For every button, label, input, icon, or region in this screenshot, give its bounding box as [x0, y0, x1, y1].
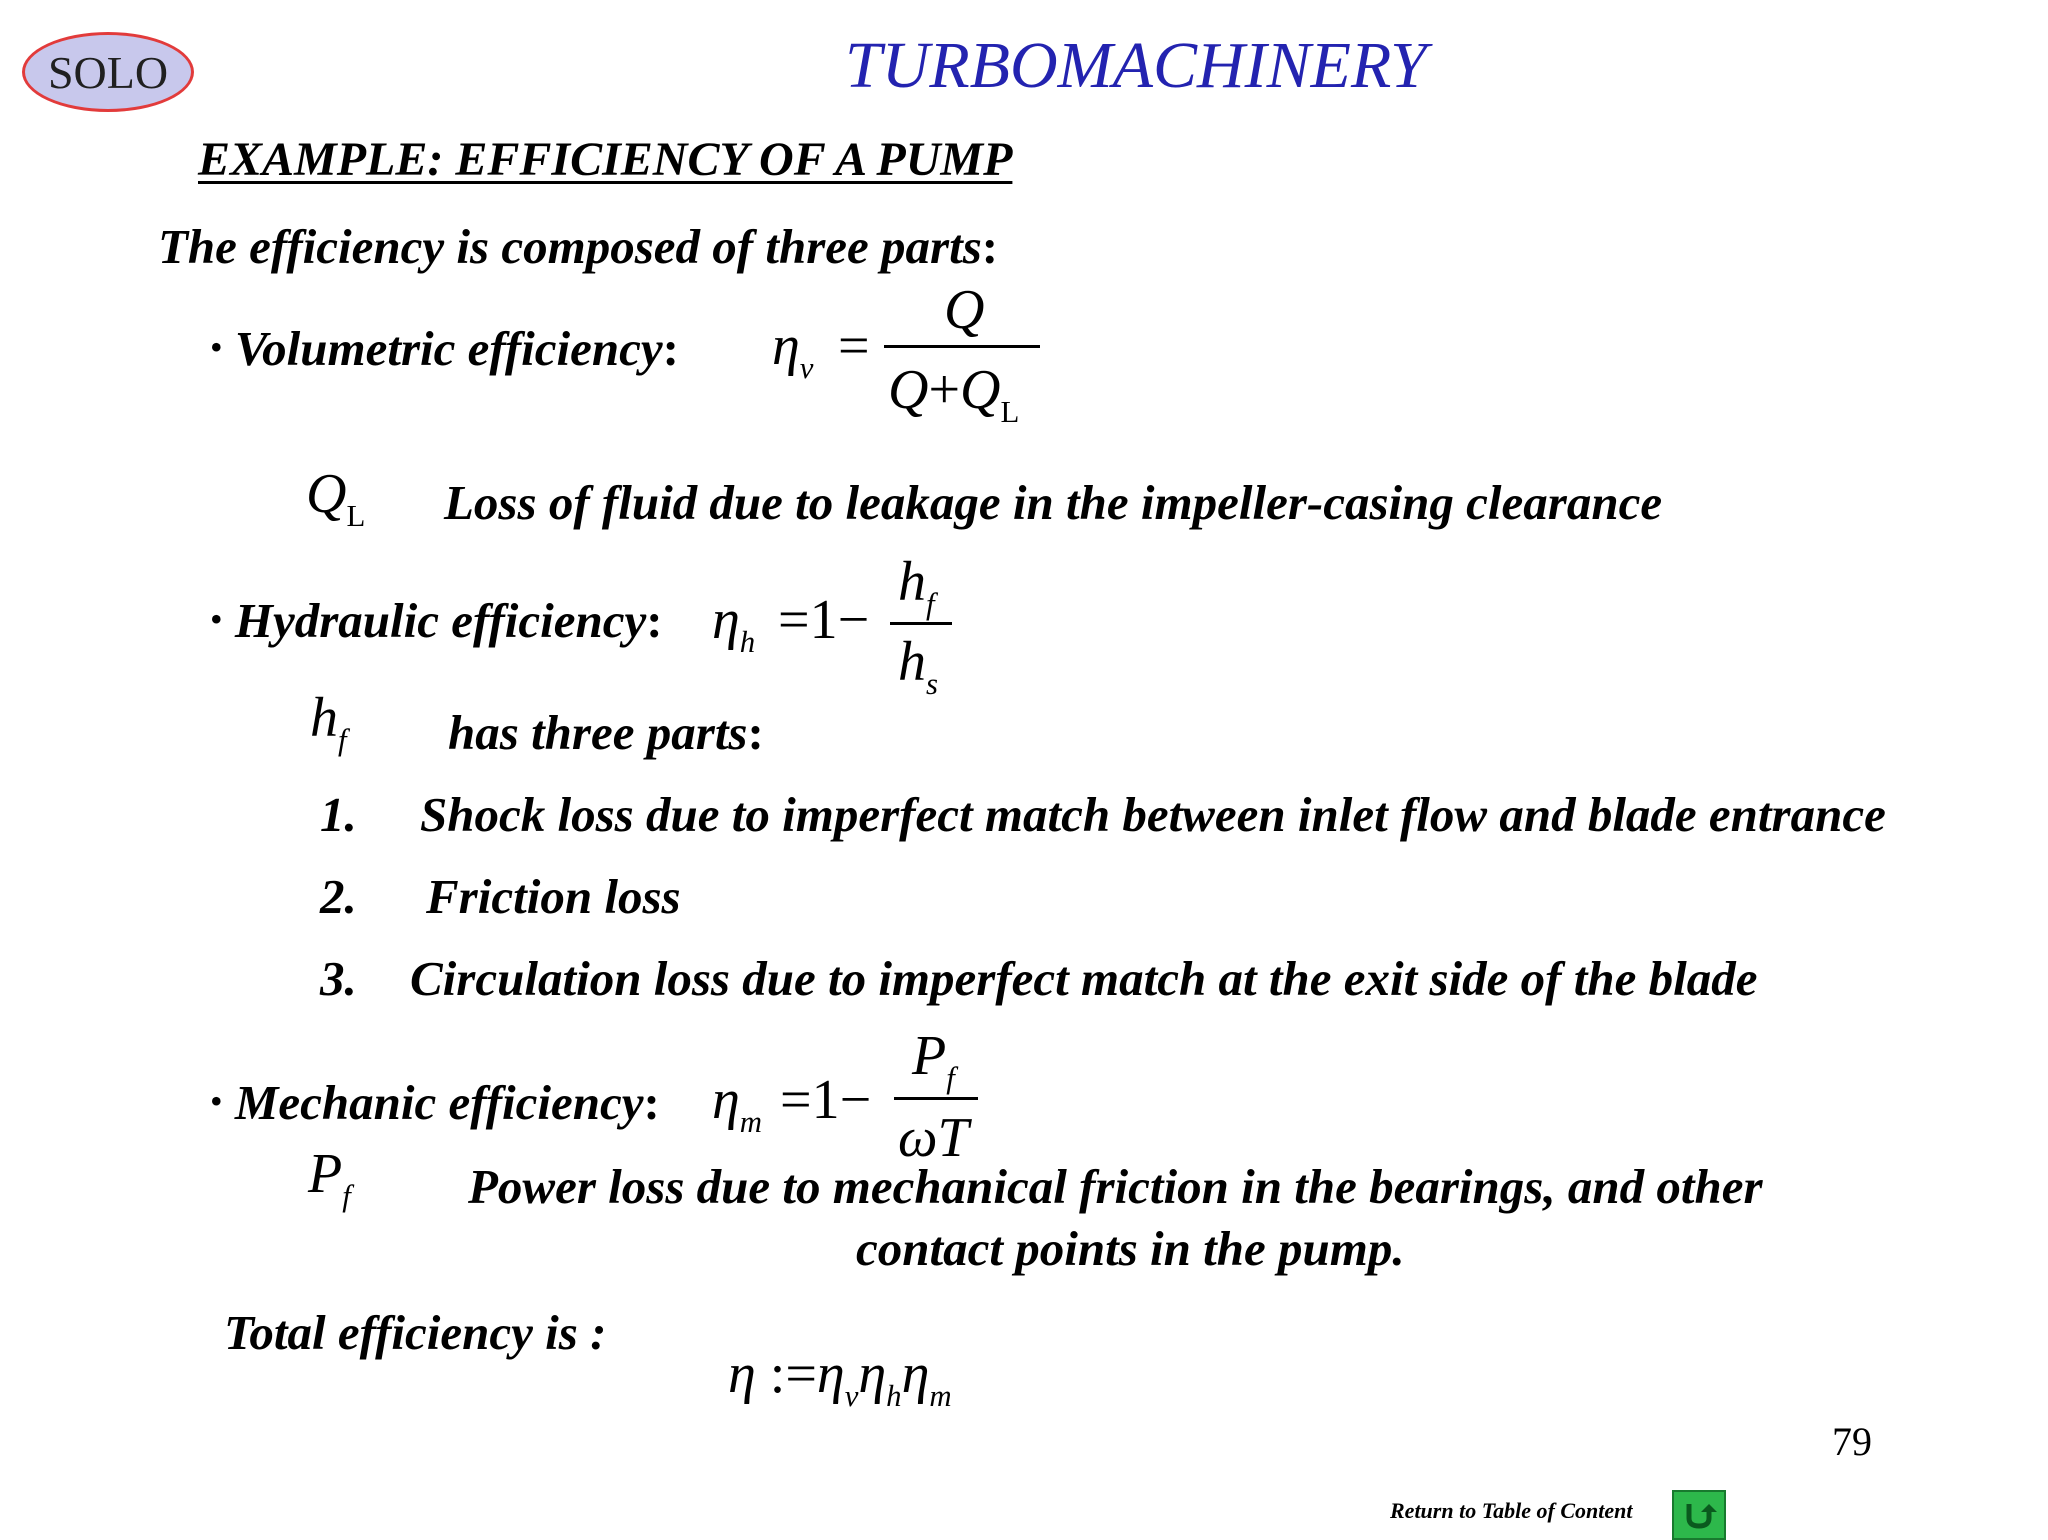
- return-arrow-icon[interactable]: [1672, 1490, 1726, 1540]
- list-item: 2.: [320, 869, 357, 924]
- mechanic-eta: $\eta_m$: [712, 1069, 763, 1139]
- total-equation: η $:=\eta_v\eta_h\eta_m$: [728, 1343, 952, 1413]
- hydraulic-label: • Hydraulic efficiency:: [210, 593, 663, 648]
- mechanic-numerator: $P_f$: [912, 1025, 955, 1095]
- pf-definition-line2: contact points in the pump.: [856, 1221, 1405, 1276]
- intro-text: The efficiency is composed of three parts:: [158, 219, 999, 274]
- page-number: 79: [1832, 1419, 1872, 1464]
- mechanic-label: • Mechanic efficiency:: [210, 1075, 660, 1130]
- volumetric-eta: $\eta_v$: [772, 315, 814, 385]
- hydraulic-one-minus: =1−: [778, 589, 870, 651]
- hydraulic-fraction-bar: [890, 622, 952, 625]
- solo-logo: [22, 32, 194, 112]
- list-item-text: Circulation loss due to imperfect match at the exit side of the blade: [410, 951, 1758, 1006]
- volumetric-fraction-bar: [884, 345, 1040, 348]
- hf-symbol: $h_f$: [310, 687, 347, 757]
- volumetric-denominator: $Q+Q_L$: [888, 359, 1020, 429]
- list-item: 3.: [320, 951, 357, 1006]
- section-heading: EXAMPLE: EFFICIENCY OF A PUMP: [198, 133, 1013, 186]
- list-item-text: Shock loss due to imperfect match between inlet flow and blade entrance: [420, 787, 1886, 842]
- volumetric-numerator: Q: [944, 279, 985, 341]
- hydraulic-denominator: $h_s$: [898, 631, 938, 701]
- list-item: 1.: [320, 787, 357, 842]
- volumetric-label: • Volumetric efficiency:: [210, 321, 679, 376]
- page-title: TURBOMACHINERY: [845, 29, 1427, 102]
- mechanic-denominator: ωT: [898, 1107, 969, 1169]
- list-item-text: Friction loss: [426, 869, 681, 924]
- total-label: Total efficiency is :: [224, 1305, 607, 1360]
- ql-symbol: $Q_L$: [306, 463, 366, 533]
- logo-text: SOLO: [47, 46, 169, 98]
- return-to-toc-link[interactable]: Return to Table of Content: [1390, 1498, 1633, 1523]
- volumetric-equals: =: [838, 315, 870, 377]
- pf-definition-line1: Power loss due to mechanical friction in the bearings, and other: [468, 1159, 1763, 1214]
- hydraulic-eta: $\eta_h$: [712, 589, 756, 659]
- hydraulic-numerator: $h_f$: [898, 551, 935, 621]
- pf-symbol: $P_f$: [308, 1143, 351, 1213]
- return-arrow-glyph: [1681, 1498, 1717, 1532]
- mechanic-one-minus: =1−: [780, 1069, 872, 1131]
- ql-definition: Loss of fluid due to leakage in the impeller-casing clearance: [444, 475, 1663, 530]
- mechanic-fraction-bar: [894, 1097, 978, 1100]
- hf-definition: has three parts:: [448, 705, 764, 760]
